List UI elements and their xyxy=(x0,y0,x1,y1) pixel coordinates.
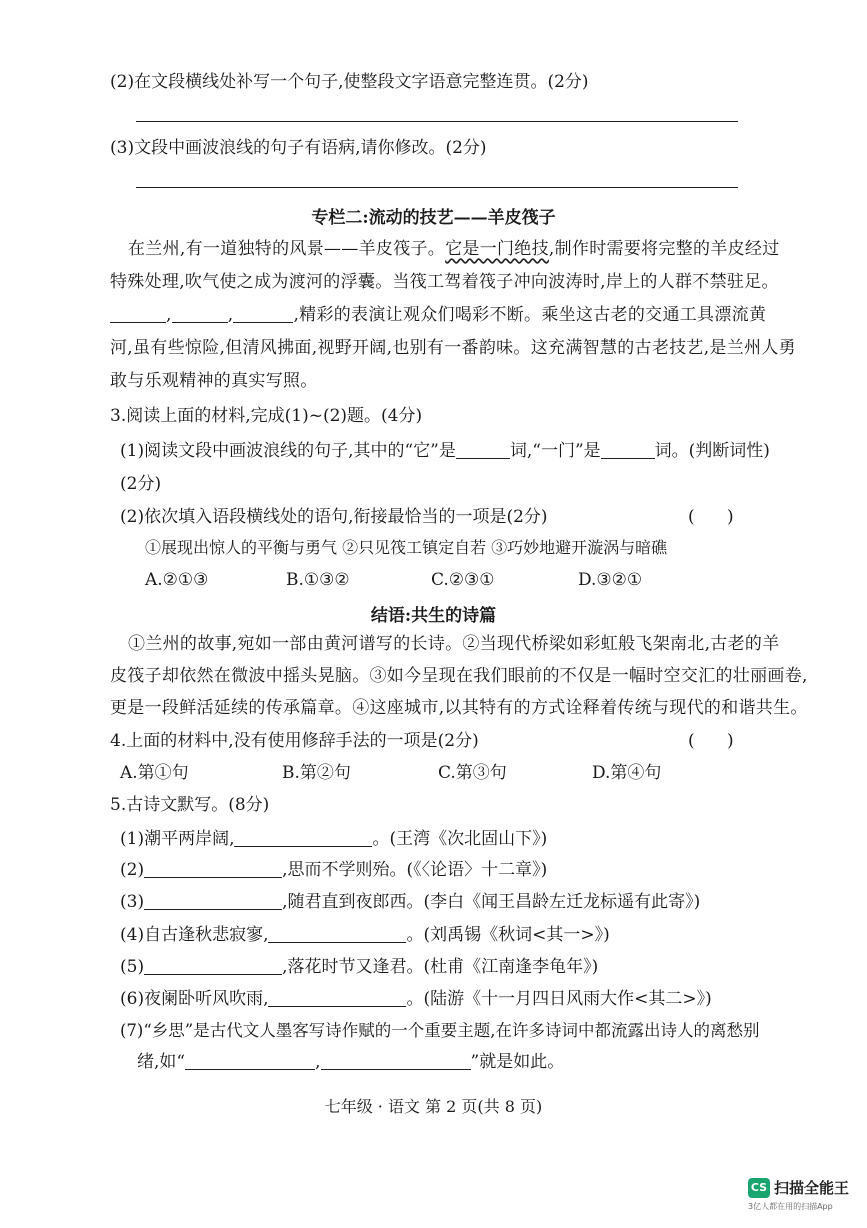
q3-part2: (2)依次填入语段横线处的语句,衔接最恰当的一项是(2分) xyxy=(120,507,548,527)
text: ,随君直到夜郎西。(李白《闻王昌龄左迁龙标遥有此寄》) xyxy=(282,892,701,912)
text: 。(陆游《十一月四日风雨大作<其二>》) xyxy=(406,989,712,1009)
q4-choice-b: B.第②句 xyxy=(282,763,351,783)
text: 词,“一门”是 xyxy=(509,441,601,461)
text: , xyxy=(315,1052,321,1072)
q2-part3: (3)文段中画波浪线的句子有语病,请你修改。(2分) xyxy=(110,138,487,158)
q4-choice-a: A.第①句 xyxy=(120,763,189,783)
q5-item3 xyxy=(120,890,700,914)
text: 。(王湾《次北固山下》) xyxy=(372,829,548,849)
conclusion-line3: 更是一段鲜活延续的传承篇章。④这座城市,以其特有的方式诠释着传统与现代的和谐共生。 xyxy=(110,698,808,718)
text: (4)自古逢秋悲寂寥, xyxy=(120,925,269,945)
conclusion-line1: ①兰州的故事,宛如一部由黄河谱写的长诗。②当现代桥梁如彩虹般飞架南北,古老的羊 xyxy=(128,634,780,654)
text: ”就是如此。 xyxy=(470,1052,565,1072)
camscanner-watermark xyxy=(748,1176,853,1212)
text: , xyxy=(166,305,172,325)
conclusion-heading: 结语:共生的诗篇 xyxy=(370,606,497,626)
text: (2) xyxy=(120,860,145,880)
camscanner-logo-icon: CS xyxy=(748,1178,770,1198)
answer-blank xyxy=(144,891,282,910)
answer-blank xyxy=(185,1051,315,1070)
column2-para-line4: 河,虽有些惊险,但清风拂面,视野开阔,也别有一番韵味。这充满智慧的古老技艺,是兰州人勇 xyxy=(110,338,796,358)
blank-3 xyxy=(233,304,293,323)
q5-item4 xyxy=(120,923,610,947)
text: ,落花时节又逢君。(杜甫《江南逢李龟年》) xyxy=(282,957,599,977)
text: (1)潮平两岸阔, xyxy=(120,829,235,849)
q3-choice-d: D.③②① xyxy=(578,570,643,590)
q3-part1 xyxy=(120,439,770,463)
conclusion-line2: 皮筏子却依然在微波中摇头晃脑。③如今呈现在我们眼前的不仅是一幅时空交汇的壮丽画卷, xyxy=(110,666,808,686)
blank-2 xyxy=(172,304,228,323)
column2-heading: 专栏二:流动的技艺——羊皮筏子 xyxy=(311,208,556,228)
q3-stem: 3.阅读上面的材料,完成(1)~(2)题。(4分) xyxy=(110,406,423,426)
answer-line xyxy=(136,187,738,188)
q4-stem: 4.上面的材料中,没有使用修辞手法的一项是(2分) xyxy=(110,731,479,751)
q3-choice-a: A.②①③ xyxy=(145,570,209,590)
answer-blank xyxy=(321,1051,471,1070)
q5-item6 xyxy=(120,987,712,1011)
text: (5) xyxy=(120,957,145,977)
q3-choice-c: C.②③① xyxy=(431,570,495,590)
column2-para-line2: 特殊处理,吹气使之成为渡河的浮囊。当筏工驾着筏子冲向波涛时,岸上的人群不禁驻足。 xyxy=(110,272,779,292)
text: ,思而不学则殆。(《〈论语〉十二章》) xyxy=(282,860,548,880)
answer-paren: ( ) xyxy=(688,731,734,751)
answer-paren: ( ) xyxy=(688,507,734,527)
blank-pos2 xyxy=(601,440,655,459)
wavy-underlined-sentence: 它是一门绝技 xyxy=(445,239,549,259)
text: 绪,如“ xyxy=(137,1052,186,1072)
q5-item1 xyxy=(120,827,547,851)
q5-item7-line1: (7)“乡思”是古代文人墨客写诗作赋的一个重要主题,在许多诗词中都流露出诗人的离愁别 xyxy=(120,1021,760,1040)
answer-blank xyxy=(234,828,372,847)
text: ,精彩的表演让观众们喝彩不断。乘坐这古老的交通工具漂流黄 xyxy=(293,305,767,325)
answer-blank xyxy=(144,859,282,878)
blank-pos1 xyxy=(456,440,510,459)
text: (3) xyxy=(120,892,145,912)
text: (1)阅读文段中画波浪线的句子,其中的“它”是 xyxy=(120,441,456,461)
answer-line xyxy=(136,121,738,122)
blank-1 xyxy=(110,304,166,323)
column2-para-line3 xyxy=(110,303,766,327)
q3-choice-b: B.①③② xyxy=(286,570,350,590)
q2-part2: (2)在文段横线处补写一个句子,使整段文字语意完整连贯。(2分) xyxy=(110,72,589,92)
column2-para-line5: 敢与乐观精神的真实写照。 xyxy=(110,371,318,391)
watermark-name: 扫描全能王 xyxy=(774,1179,850,1197)
q4-choice-d: D.第④句 xyxy=(592,763,662,783)
watermark-tagline: 3亿人都在用的扫描App xyxy=(748,1202,833,1211)
text: ,制作时需要将完整的羊皮经过 xyxy=(548,239,780,259)
answer-blank xyxy=(268,988,406,1007)
q3-part1-score: (2分) xyxy=(120,474,162,494)
q4-choice-c: C.第③句 xyxy=(438,763,507,783)
text: (6)夜阑卧听风吹雨, xyxy=(120,989,269,1009)
q5-item2 xyxy=(120,858,547,882)
page-footer: 七年级 · 语文 第 2 页(共 8 页) xyxy=(324,1097,543,1116)
text: 。(刘禹锡《秋词<其一>》) xyxy=(406,925,610,945)
q5-stem: 5.古诗文默写。(8分) xyxy=(110,795,270,815)
answer-blank xyxy=(144,956,282,975)
text: 词。(判断词性) xyxy=(654,441,770,461)
q5-item7-line2 xyxy=(137,1050,564,1074)
q3-options: ①展现出惊人的平衡与勇气 ②只见筏工镇定自若 ③巧妙地避开漩涡与暗礁 xyxy=(145,538,668,557)
text: , xyxy=(227,305,234,325)
answer-blank xyxy=(268,924,406,943)
column2-para-line1 xyxy=(128,237,780,261)
text: 在兰州,有一道独特的风景——羊皮筏子。 xyxy=(128,239,446,259)
q5-item5 xyxy=(120,955,598,979)
